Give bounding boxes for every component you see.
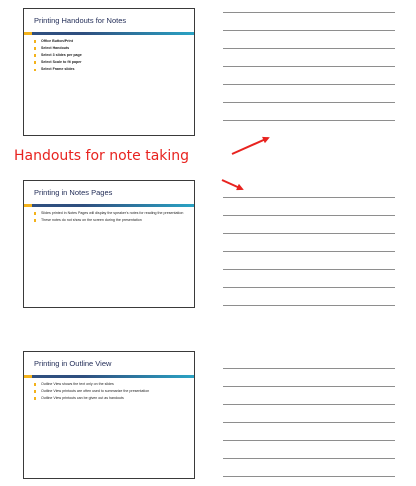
- slide-bullet: Outline View printouts can be given out as handouts: [34, 396, 188, 401]
- slide-title: Printing Handouts for Notes: [34, 16, 127, 25]
- slide-bullet: Select Scale to fit paper: [34, 60, 188, 65]
- slide-bullet: Outline View shows the text only on the slides: [34, 382, 188, 387]
- slide-title: Printing in Notes Pages: [34, 188, 113, 197]
- annotation-label: Handouts for note taking: [14, 148, 190, 164]
- slide-bullet: These notes do not show on the screen during the presentation: [34, 218, 188, 223]
- slide-bullet: Select Handouts: [34, 46, 188, 51]
- slide-bullet: Slides printed in Notes Pages will display the speaker's notes for reading the presentation: [34, 211, 188, 216]
- slide-bullet: Outline View printouts are often used to summarize the presentation: [34, 389, 188, 394]
- slide-bullet: Office Button/Print: [34, 39, 188, 44]
- slide-title: Printing in Outline View: [34, 359, 112, 368]
- arrow-to-lower-lines-icon: [222, 180, 242, 189]
- slide-bullet: Select Frame slides: [34, 67, 188, 72]
- arrow-to-upper-lines-icon: [232, 138, 268, 154]
- slide-bullet: Select 3 slides per page: [34, 53, 188, 58]
